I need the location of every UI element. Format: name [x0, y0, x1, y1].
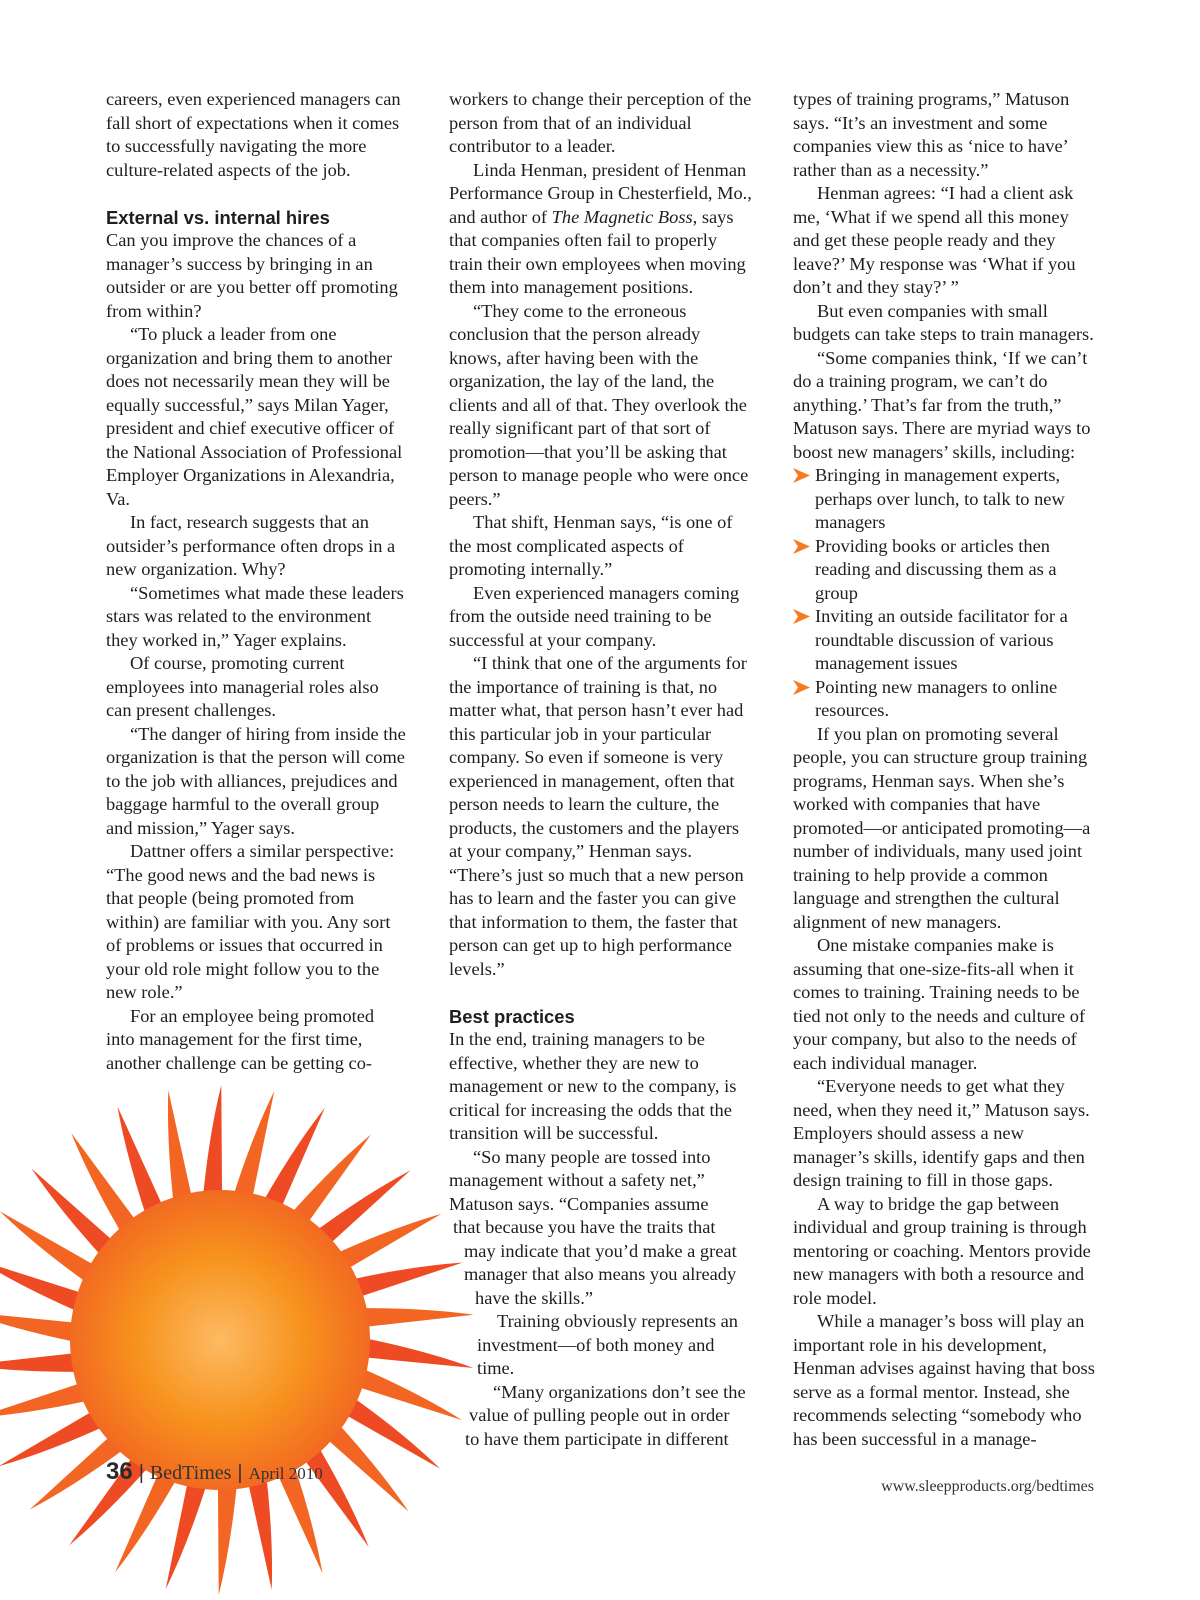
- paragraph: [449, 159, 754, 300]
- sun-ray: [218, 1479, 238, 1595]
- text-line: manager that also means you already: [464, 1264, 737, 1284]
- paragraph: “Some companies think, ‘If we can’t do a training program, we can’t do anything.’ That’s far from the truth,” Matuson says. There are myriad ways to boost new managers’ skills, including:: [793, 347, 1091, 462]
- arrow-bullet-icon: [793, 680, 810, 695]
- sun-ray: [232, 1091, 275, 1204]
- paragraph-wrapped: [449, 1310, 754, 1381]
- text-line: time.: [477, 1358, 515, 1378]
- page-number: 36: [106, 1458, 133, 1485]
- list-item: [793, 676, 1096, 723]
- text-line: “Many organizations don’t see the: [493, 1381, 746, 1402]
- paragraph: A way to bridge the gap between individual and group training is through mentoring or coaching. Mentors provide new managers with both a resource and role model.: [793, 1193, 1091, 1308]
- paragraph: But even companies with small budgets can take steps to train managers.: [793, 300, 1094, 344]
- footer-separator: |: [138, 1462, 144, 1484]
- text-line: investment—of both money and: [477, 1334, 715, 1355]
- paragraph: In fact, research suggests that an outsider’s performance often drops in a new organization. Why?: [106, 512, 396, 579]
- paragraph: Henman agrees: “I had a client ask me, ‘What if we spend all this money and get these people ready and they leave?’ My response was ‘What if you don’t and they stay?’ ”: [793, 183, 1076, 297]
- article-column-1: [106, 88, 406, 1075]
- list-item: [793, 605, 1096, 676]
- list-item: [793, 535, 1096, 606]
- paragraph: Even experienced managers coming from the outside need training to be successful at your company.: [449, 582, 740, 650]
- text-line: may indicate that you’d make a great: [464, 1240, 737, 1261]
- paragraph: careers, even experienced managers can fall short of expectations when it comes to successfully navigating the more culture-related aspects of the job.: [106, 89, 401, 180]
- sun-core: [70, 1190, 370, 1490]
- paragraph: One mistake companies make is assuming that one-size-fits-all when it comes to training. Training needs to be tied not only to the needs and culture of your company, but also to the needs of each individual manager.: [793, 935, 1086, 1073]
- article-column-2: [449, 88, 754, 1451]
- paragraph-text: , says that companies often fail to properly train their own employees when moving them into management positions.: [449, 206, 746, 297]
- paragraph-text: Linda Henman, president of Henman Performance Group in Chesterfield, Mo., and author of: [449, 159, 752, 227]
- arrow-bullet-icon: [793, 609, 810, 624]
- paragraph: workers to change their perception of the person from that of an individual contributor to a leader.: [449, 89, 752, 156]
- paragraph: If you plan on promoting several people, you can structure group training programs, Henman says. When she’s worked with companies that have promoted—or anticipated promoting—a number of individuals, many used joint training to help provide a common language and strengthen the cultural alignment of new managers.: [793, 723, 1091, 932]
- paragraph-wrapped: [449, 1381, 754, 1452]
- article-column-3: [793, 88, 1096, 1451]
- sun-ray: [168, 1090, 193, 1207]
- paragraph: “Everyone needs to get what they need, when they need it,” Matuson says. Employers should assess a new manager’s skills, identify gaps and then design training to fill in those gaps.: [793, 1076, 1090, 1190]
- paragraph: In the end, training managers to be effective, whether they are new to management or new to the company, is critical for increasing the odds that the transition will be successful.: [449, 1029, 737, 1143]
- text-line: that because you have the traits that: [453, 1217, 716, 1237]
- paragraph: types of training programs,” Matuson says. “It’s an investment and some companies view this as ‘nice to have’ rather than as a necessity.”: [793, 89, 1070, 180]
- sun-ray: [247, 1472, 272, 1589]
- bullet-list: [793, 464, 1096, 723]
- sun-illustration: [0, 1080, 480, 1600]
- paragraph: “The danger of hiring from inside the organization is that the person will come to the job with alliances, prejudices and baggage harmful to the overall group and mission,” Yager says.: [106, 723, 406, 838]
- sun-ray: [118, 1107, 166, 1221]
- text-line: have the skills.”: [475, 1287, 593, 1308]
- book-title: The Magnetic Boss: [551, 206, 693, 227]
- issue-date: April 2010: [248, 1464, 323, 1483]
- section-heading-best-practices: Best practices: [449, 1005, 575, 1027]
- paragraph: “They come to the erroneous conclusion that the person already knows, after having been with the organization, the lay of the land, the clients and all of that. They overlook the really significant part of that sort of promotion—that you’ll be asking that person to manage people who were once peers.”: [449, 300, 749, 509]
- paragraph-wrapped: [449, 1146, 754, 1311]
- section-heading-external-vs-internal: External vs. internal hires: [106, 206, 330, 228]
- paragraph: “To pluck a leader from one organization and bring them to another does not necessarily mean they will be equally successful,” says Milan Yager, president and chief executive officer of the National Association of Professional Employer Organizations in Alexandria, Va.: [106, 324, 403, 509]
- list-item-text: Providing books or articles then reading and discussing them as a group: [815, 535, 1057, 603]
- paragraph: For an employee being promoted into management for the first time, another challenge can be getting co-: [106, 1005, 375, 1073]
- arrow-bullet-icon: [793, 539, 810, 554]
- sun-ray: [347, 1263, 463, 1299]
- arrow-bullet-icon: [793, 468, 810, 483]
- paragraph: While a manager’s boss will play an important role in his development, Henman advises against having that boss serve as a formal mentor. Instead, she recommends selecting “somebody who has been successful in a manage-: [793, 1311, 1095, 1449]
- sun-ray: [166, 1477, 209, 1590]
- list-item: [793, 464, 1096, 535]
- magazine-name: BedTimes: [149, 1462, 232, 1484]
- paragraph: “Sometimes what made these leaders stars was related to the environment they worked in,” Yager explains.: [106, 582, 404, 650]
- paragraph: Dattner offers a similar perspective: “The good news and the bad news is that people (being promoted from within) are familiar with you. Any sort of problems or issues that occurred in your old role might follow you to the new role.”: [106, 841, 395, 1002]
- list-item-text: Inviting an outside facilitator for a roundtable discussion of various management issues: [815, 606, 1068, 673]
- text-line: Matuson says. “Companies assume: [449, 1193, 709, 1214]
- sun-ray: [0, 1312, 81, 1343]
- list-item-text: Pointing new managers to online resources.: [815, 676, 1058, 720]
- sun-ray: [203, 1085, 223, 1201]
- paragraph: That shift, Henman says, “is one of the most complicated aspects of promoting internally.”: [449, 512, 733, 579]
- paragraph: Of course, promoting current employees into managerial roles also can present challenges.: [106, 653, 379, 720]
- list-item-text: Bringing in management experts, perhaps over lunch, to talk to new managers: [815, 465, 1065, 532]
- page-footer: [106, 1458, 323, 1486]
- paragraph: Can you improve the chances of a manager’s success by bringing in an outsider or are you better off promoting from within?: [106, 230, 398, 321]
- text-line: to have them participate in different: [465, 1428, 729, 1449]
- paragraph: “I think that one of the arguments for the importance of training is that, no matter what, that person hasn’t ever had this particular job in your particular company. So even if someone is very experienced in management, often that person needs to learn the culture, the products, the customers and the players at your company,” Henman says. “There’s just so much that a new person has to learn and the faster you can give that information to them, the faster that person can get up to high performance levels.”: [449, 653, 747, 979]
- footer-separator: |: [237, 1462, 243, 1484]
- text-line: “So many people are tossed into: [473, 1146, 711, 1167]
- text-line: Training obviously represents an: [497, 1311, 738, 1331]
- text-line: management without a safety net,”: [449, 1170, 705, 1190]
- website-url: www.sleepproducts.org/bedtimes: [881, 1478, 1094, 1495]
- text-line: value of pulling people out in order: [469, 1405, 730, 1425]
